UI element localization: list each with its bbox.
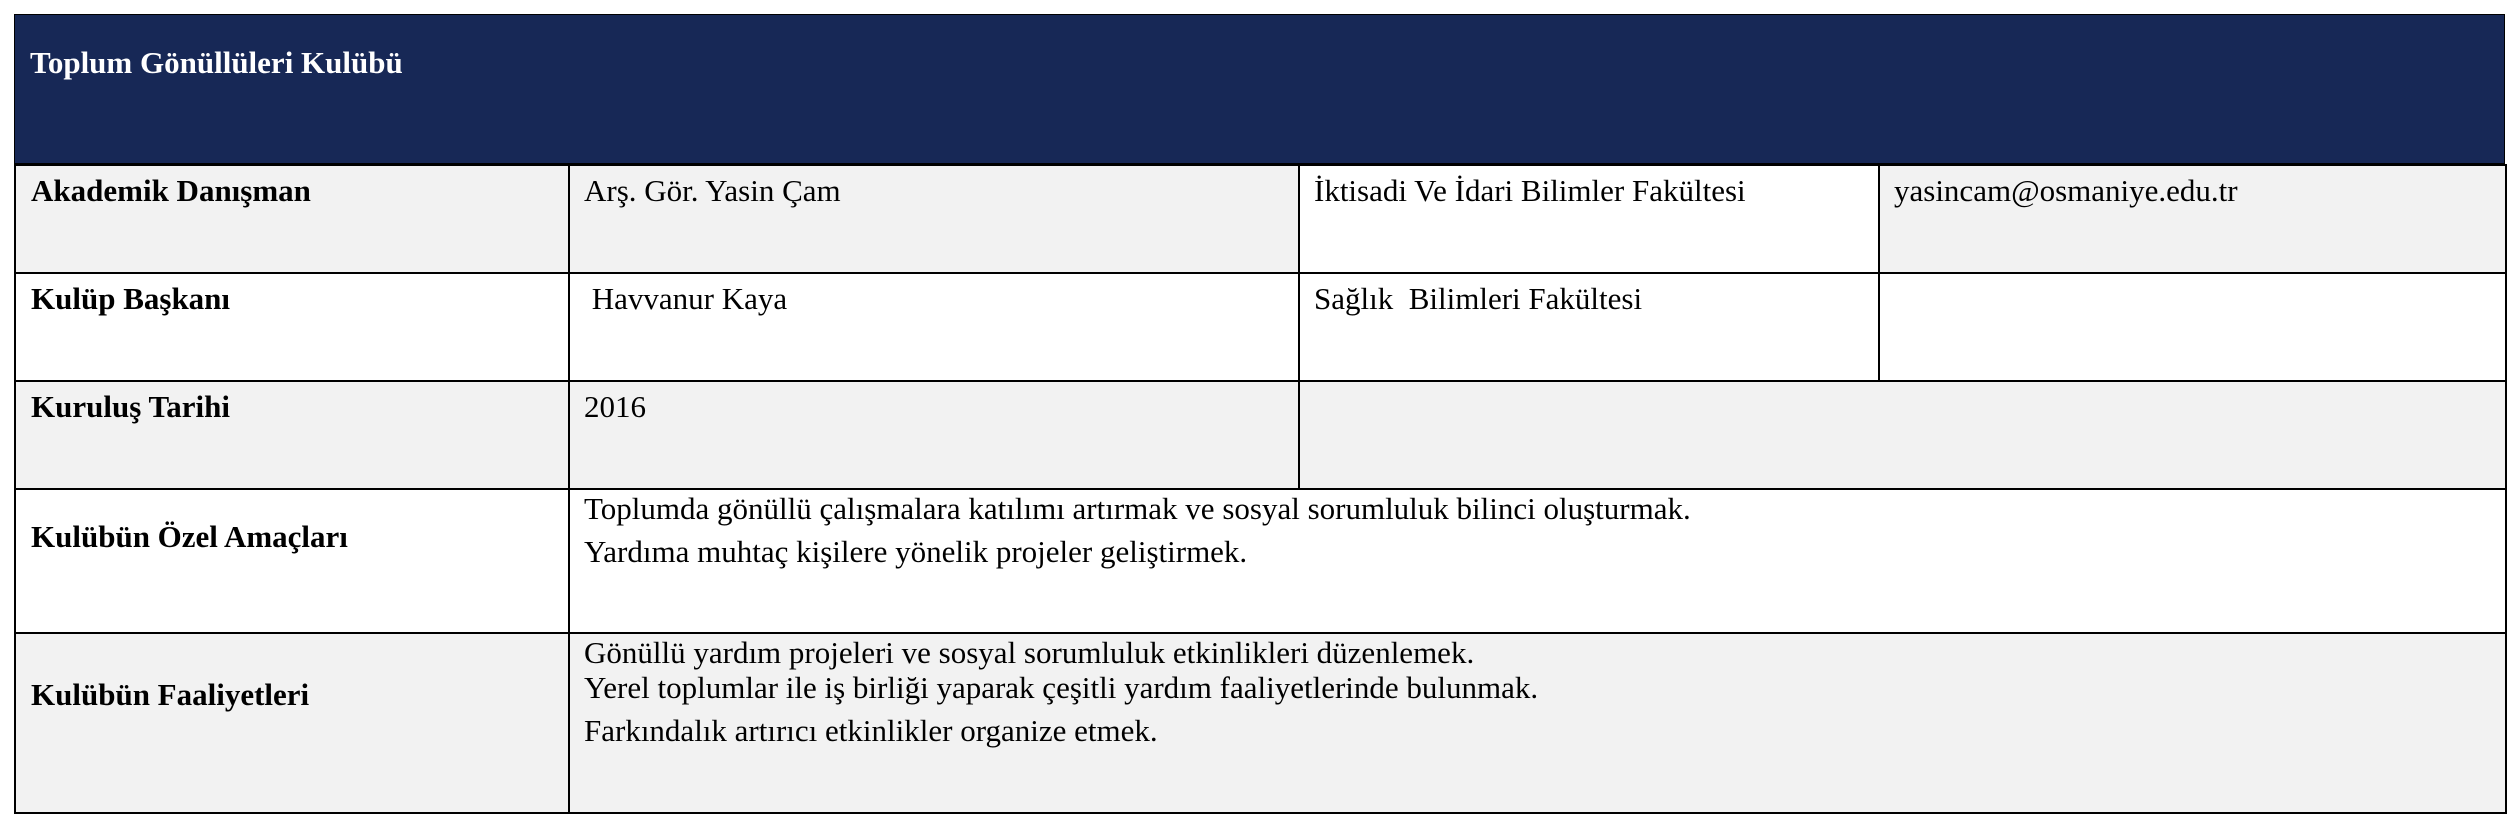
founded-empty-cell (1299, 381, 2506, 489)
aims-row (15, 489, 2506, 633)
aims-line: Toplumda gönüllü çalışmalara katılımı artırmak ve sosyal sorumluluk bilinci oluşturmak. (584, 491, 1691, 526)
president-faculty: Sağlık Bilimleri Fakültesi (1299, 273, 1879, 381)
aims-label: Kulübün Özel Amaçları (15, 489, 569, 633)
activities-line: Yerel toplumlar ile iş birliği yaparak çeşitli yardım faaliyetlerinde bulunmak. (584, 670, 1539, 706)
activities-line: Farkındalık artırıcı etkinlikler organize etmek. (584, 713, 1158, 749)
president-email (1879, 273, 2506, 381)
activities-text (569, 633, 2506, 813)
advisor-faculty: İktisadi Ve İdari Bilimler Fakültesi (1299, 165, 1879, 273)
advisor-row (15, 165, 2506, 273)
advisor-name: Arş. Gör. Yasin Çam (569, 165, 1299, 273)
founded-label: Kuruluş Tarihi (15, 381, 569, 489)
founded-row (15, 381, 2506, 489)
founded-value: 2016 (569, 381, 1299, 489)
club-info-table (14, 164, 2507, 814)
activities-line: Gönüllü yardım projeleri ve sosyal sorumluluk etkinlikleri düzenlemek. (584, 635, 1475, 670)
activities-row (15, 633, 2506, 813)
club-title: Toplum Gönüllüleri Kulübü (14, 14, 2505, 164)
activities-label: Kulübün Faaliyetleri (15, 633, 569, 813)
advisor-email: yasincam@osmaniye.edu.tr (1879, 165, 2506, 273)
president-label: Kulüp Başkanı (15, 273, 569, 381)
president-name: Havvanur Kaya (569, 273, 1299, 381)
club-info-document (14, 14, 2505, 814)
aims-text (569, 489, 2506, 633)
president-row (15, 273, 2506, 381)
aims-line: Yardıma muhtaç kişilere yönelik projeler geliştirmek. (584, 534, 1248, 570)
advisor-label: Akademik Danışman (15, 165, 569, 273)
